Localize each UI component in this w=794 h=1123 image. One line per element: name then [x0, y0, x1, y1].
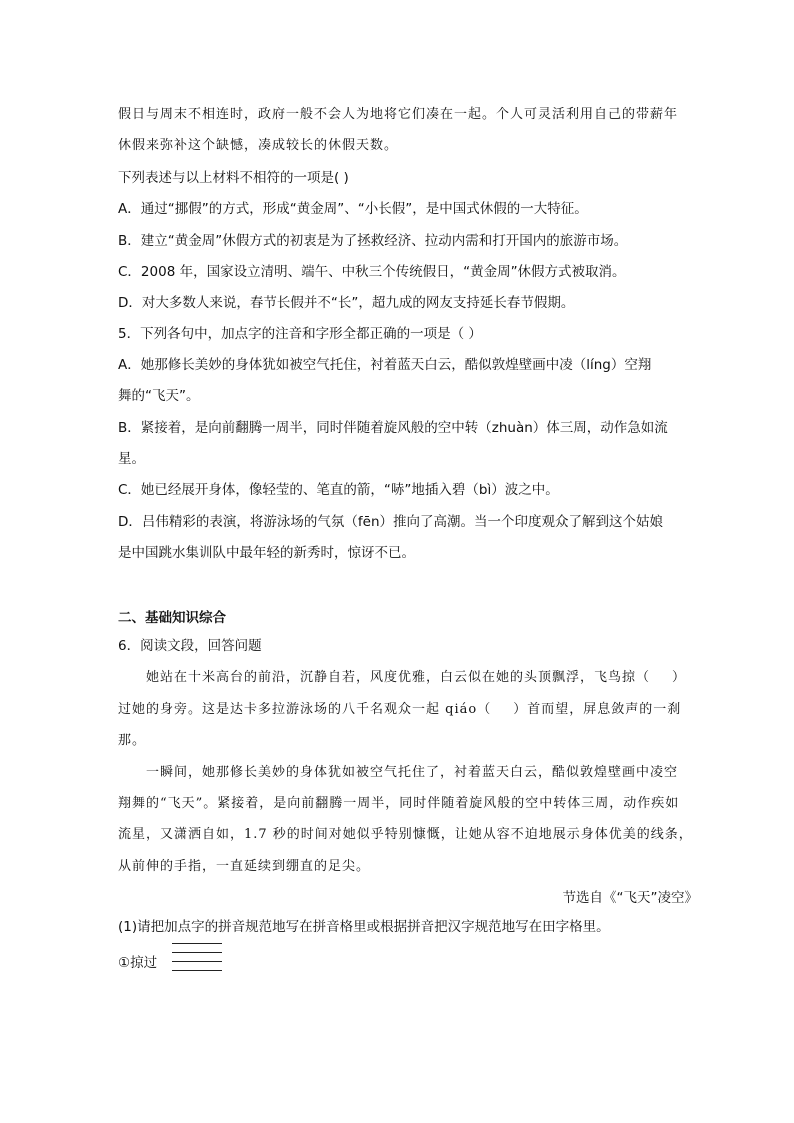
question-4-option-b: B．建立“黄金周”休假方式的初衷是为了拯救经济、拉动内需和打开国内的旅游市场。: [118, 233, 628, 249]
question-4-option-d: D．对大多数人来说，春节长假并不“长”，超九成的网友支持延长春节假期。: [118, 295, 575, 311]
question-5-option-a: A．她那修长美妙的身体犹如被空气托住，衬着蓝天白云，酷似敦煌壁画中凌（líng）空翔: [118, 357, 652, 373]
reading-line: 那。: [118, 733, 147, 748]
question-5-option-c: C．她已经展开身体，像轻莹的、笔直的箭，“哧”地插入碧（bì）波之中。: [118, 482, 559, 498]
pinyin-grid[interactable]: [172, 943, 222, 979]
passage-line: 休假来弥补这个缺憾，凑成较长的休假天数。: [118, 138, 399, 153]
passage-line: 假日与周末不相连时，政府一般不会人为地将它们凑在一起。个人可灵活利用自己的带薪年: [118, 107, 679, 122]
pinyin-grid-line: [172, 961, 222, 962]
question-5-option-b: B．紧接着，是向前翻腾一周半，同时伴随着旋风般的空中转（zhuàn）体三周，动作急如流: [118, 420, 668, 436]
question-4-stem: 下列表述与以上材料不相符的一项是( ): [118, 170, 349, 186]
question-5-option-d: D．吕伟精彩的表演，将游泳场的气氛（fēn）推向了高潮。当一个印度观众了解到这个姑娘: [118, 514, 664, 530]
sub-question-1: (1)请把加点字的拼音规范地写在拼音格里或根据拼音把汉字规范地写在田字格里。: [118, 919, 610, 935]
reading-text: ）首而望，屏息敛声的一刹: [513, 702, 682, 717]
reading-line: 流星，又潇洒自如，1.7 秒的时间对她似乎特别慷慨，让她从容不迫地展示身体优美的线条，: [118, 827, 693, 842]
question-6-stem: 6．阅读文段，回答问题: [118, 638, 262, 654]
source-citation: 节选自《“飞天”凌空》: [562, 890, 698, 906]
sub-question-item-1: ①掠过: [118, 955, 158, 971]
reading-text: ）: [672, 670, 687, 685]
reading-line: 翔舞的“飞天”。紧接着，是向前翻腾一周半，同时伴随着旋风般的空中转体三周，动作疾如: [118, 796, 680, 811]
question-4-option-c: C．2008 年，国家设立清明、端午、中秋三个传统假日，“黄金周”休假方式被取消。: [118, 264, 626, 280]
reading-text: 她站在十米高台的前沿，沉静自若，风度优雅，白云似在她的头顶飘浮，飞鸟掠（: [146, 670, 651, 685]
question-5-option-b-cont: 星。: [118, 451, 145, 467]
reading-line: 一瞬间，她那修长美妙的身体犹如被空气托住了，衬着蓝天白云，酷似敦煌壁画中凌空: [146, 765, 679, 780]
reading-line: [118, 698, 681, 717]
section-heading: 二、基础知识综合: [118, 610, 226, 626]
reading-text: 过她的身旁。这是达卡多拉游泳场的八千名观众一起 qiáo（: [118, 702, 492, 717]
pinyin-grid-line: [172, 970, 222, 971]
pinyin-grid-line: [172, 952, 222, 953]
question-4-option-a: A．通过“挪假”的方式，形成“黄金周”、“小长假”，是中国式休假的一大特征。: [118, 201, 588, 217]
question-5-option-a-cont: 舞的“飞天”。: [118, 388, 200, 404]
reading-line: [146, 666, 686, 685]
question-5-stem: 5．下列各句中，加点字的注音和字形全都正确的一项是（ ）: [118, 326, 482, 342]
pinyin-grid-line: [172, 943, 222, 944]
reading-line: 从前伸的手指，一直延续到绷直的足尖。: [118, 859, 371, 874]
question-5-option-d-cont: 是中国跳水集训队中最年轻的新秀时，惊讶不已。: [118, 545, 415, 561]
